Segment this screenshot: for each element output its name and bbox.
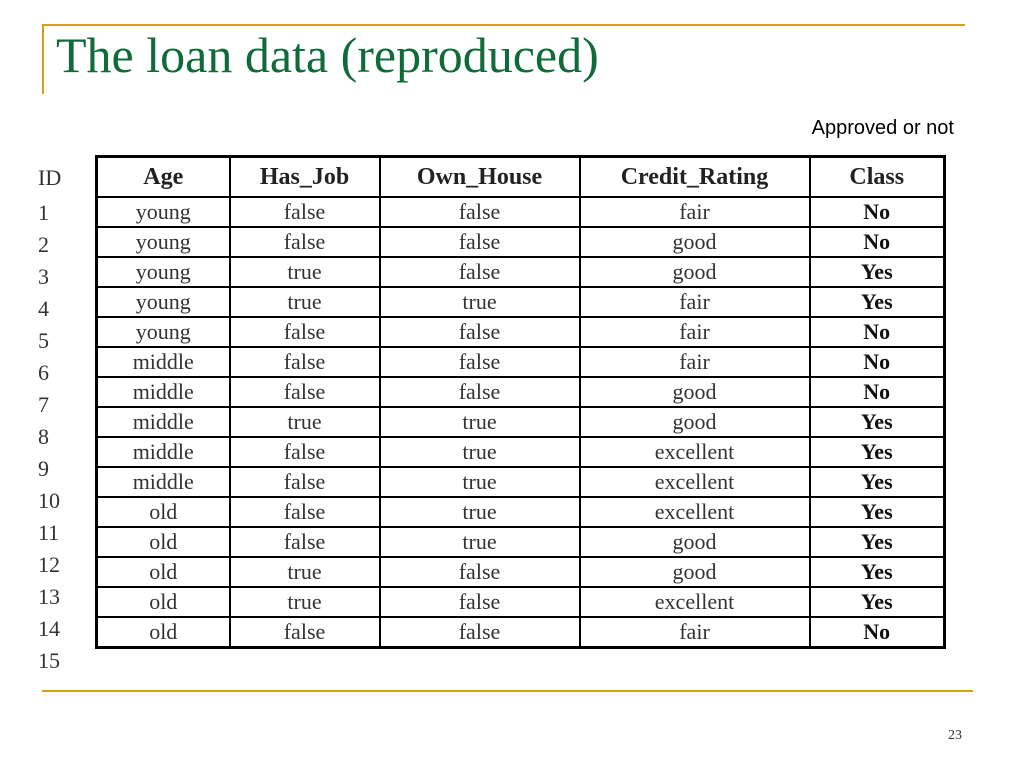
own-house-cell: false bbox=[380, 347, 580, 377]
credit-rating-cell: good bbox=[580, 377, 810, 407]
header-age: Age bbox=[97, 157, 230, 198]
own-house-cell: true bbox=[380, 467, 580, 497]
has-job-cell: false bbox=[230, 227, 380, 257]
header-own-house: Own_House bbox=[380, 157, 580, 198]
id-cell: 9 bbox=[38, 456, 49, 481]
class-cell: Yes bbox=[810, 587, 945, 617]
class-cell: Yes bbox=[810, 287, 945, 317]
id-cell: 7 bbox=[38, 392, 49, 417]
class-cell: No bbox=[810, 317, 945, 347]
credit-rating-cell: fair bbox=[580, 287, 810, 317]
credit-rating-cell: good bbox=[580, 257, 810, 287]
own-house-cell: true bbox=[380, 287, 580, 317]
id-cell: 12 bbox=[38, 552, 60, 577]
has-job-cell: false bbox=[230, 497, 380, 527]
bottom-rule bbox=[42, 690, 973, 692]
id-cell: 13 bbox=[38, 584, 60, 609]
age-cell: middle bbox=[97, 467, 230, 497]
table-row bbox=[97, 527, 945, 557]
age-cell: young bbox=[97, 287, 230, 317]
age-cell: old bbox=[97, 617, 230, 648]
class-cell: Yes bbox=[810, 467, 945, 497]
has-job-cell: true bbox=[230, 557, 380, 587]
class-annotation: Approved or not bbox=[811, 117, 954, 139]
credit-rating-cell: excellent bbox=[580, 497, 810, 527]
loan-data-table bbox=[95, 155, 946, 649]
class-cell: No bbox=[810, 617, 945, 648]
id-cell: 3 bbox=[38, 264, 49, 289]
header-class: Class bbox=[810, 157, 945, 198]
id-cell: 5 bbox=[38, 328, 49, 353]
credit-rating-cell: excellent bbox=[580, 437, 810, 467]
age-cell: old bbox=[97, 527, 230, 557]
table-row bbox=[97, 467, 945, 497]
has-job-cell: false bbox=[230, 617, 380, 648]
has-job-cell: false bbox=[230, 527, 380, 557]
class-cell: No bbox=[810, 197, 945, 227]
id-cell: 1 bbox=[38, 200, 49, 225]
has-job-cell: false bbox=[230, 377, 380, 407]
credit-rating-cell: excellent bbox=[580, 587, 810, 617]
id-cell: 2 bbox=[38, 232, 49, 257]
table-row bbox=[97, 407, 945, 437]
own-house-cell: true bbox=[380, 527, 580, 557]
header-credit-rating: Credit_Rating bbox=[580, 157, 810, 198]
has-job-cell: false bbox=[230, 317, 380, 347]
table-row bbox=[97, 197, 945, 227]
class-cell: No bbox=[810, 227, 945, 257]
id-cell: 6 bbox=[38, 360, 49, 385]
id-cell: 11 bbox=[38, 520, 60, 545]
table-row bbox=[97, 287, 945, 317]
class-cell: Yes bbox=[810, 257, 945, 287]
class-cell: Yes bbox=[810, 407, 945, 437]
table-row bbox=[97, 227, 945, 257]
own-house-cell: false bbox=[380, 587, 580, 617]
credit-rating-cell: good bbox=[580, 527, 810, 557]
class-cell: No bbox=[810, 347, 945, 377]
age-cell: middle bbox=[97, 377, 230, 407]
credit-rating-cell: fair bbox=[580, 347, 810, 377]
table-row bbox=[97, 437, 945, 467]
has-job-cell: false bbox=[230, 197, 380, 227]
id-cell: 15 bbox=[38, 648, 60, 673]
age-cell: old bbox=[97, 557, 230, 587]
class-cell: Yes bbox=[810, 497, 945, 527]
own-house-cell: false bbox=[380, 617, 580, 648]
id-column bbox=[34, 159, 90, 677]
age-cell: old bbox=[97, 587, 230, 617]
credit-rating-cell: fair bbox=[580, 197, 810, 227]
table-row bbox=[97, 347, 945, 377]
own-house-cell: false bbox=[380, 197, 580, 227]
age-cell: young bbox=[97, 227, 230, 257]
id-header: ID bbox=[38, 165, 62, 190]
has-job-cell: false bbox=[230, 437, 380, 467]
age-cell: middle bbox=[97, 407, 230, 437]
left-rule bbox=[42, 24, 44, 94]
has-job-cell: false bbox=[230, 467, 380, 497]
id-cell: 4 bbox=[38, 296, 49, 321]
table-row bbox=[97, 587, 945, 617]
has-job-cell: true bbox=[230, 407, 380, 437]
credit-rating-cell: fair bbox=[580, 317, 810, 347]
id-cell: 10 bbox=[38, 488, 60, 513]
credit-rating-cell: good bbox=[580, 227, 810, 257]
own-house-cell: false bbox=[380, 317, 580, 347]
table-row bbox=[97, 377, 945, 407]
id-cell: 14 bbox=[38, 616, 60, 641]
table-row bbox=[97, 557, 945, 587]
header-has-job: Has_Job bbox=[230, 157, 380, 198]
own-house-cell: false bbox=[380, 227, 580, 257]
class-cell: Yes bbox=[810, 557, 945, 587]
class-cell: Yes bbox=[810, 437, 945, 467]
table-row bbox=[97, 497, 945, 527]
table-row bbox=[97, 257, 945, 287]
age-cell: middle bbox=[97, 437, 230, 467]
own-house-cell: false bbox=[380, 557, 580, 587]
credit-rating-cell: excellent bbox=[580, 467, 810, 497]
age-cell: young bbox=[97, 257, 230, 287]
own-house-cell: true bbox=[380, 497, 580, 527]
own-house-cell: true bbox=[380, 437, 580, 467]
has-job-cell: false bbox=[230, 347, 380, 377]
credit-rating-cell: fair bbox=[580, 617, 810, 648]
class-cell: Yes bbox=[810, 527, 945, 557]
has-job-cell: true bbox=[230, 257, 380, 287]
has-job-cell: true bbox=[230, 287, 380, 317]
own-house-cell: false bbox=[380, 257, 580, 287]
id-cell: 8 bbox=[38, 424, 49, 449]
credit-rating-cell: good bbox=[580, 557, 810, 587]
has-job-cell: true bbox=[230, 587, 380, 617]
class-cell: No bbox=[810, 377, 945, 407]
age-cell: young bbox=[97, 317, 230, 347]
top-rule bbox=[42, 24, 965, 26]
slide-title: The loan data (reproduced) bbox=[56, 27, 599, 83]
table-header-row bbox=[97, 157, 945, 198]
table-row bbox=[97, 317, 945, 347]
slide-number: 23 bbox=[948, 728, 962, 743]
table-row bbox=[97, 617, 945, 648]
credit-rating-cell: good bbox=[580, 407, 810, 437]
own-house-cell: true bbox=[380, 407, 580, 437]
own-house-cell: false bbox=[380, 377, 580, 407]
age-cell: young bbox=[97, 197, 230, 227]
age-cell: middle bbox=[97, 347, 230, 377]
age-cell: old bbox=[97, 497, 230, 527]
